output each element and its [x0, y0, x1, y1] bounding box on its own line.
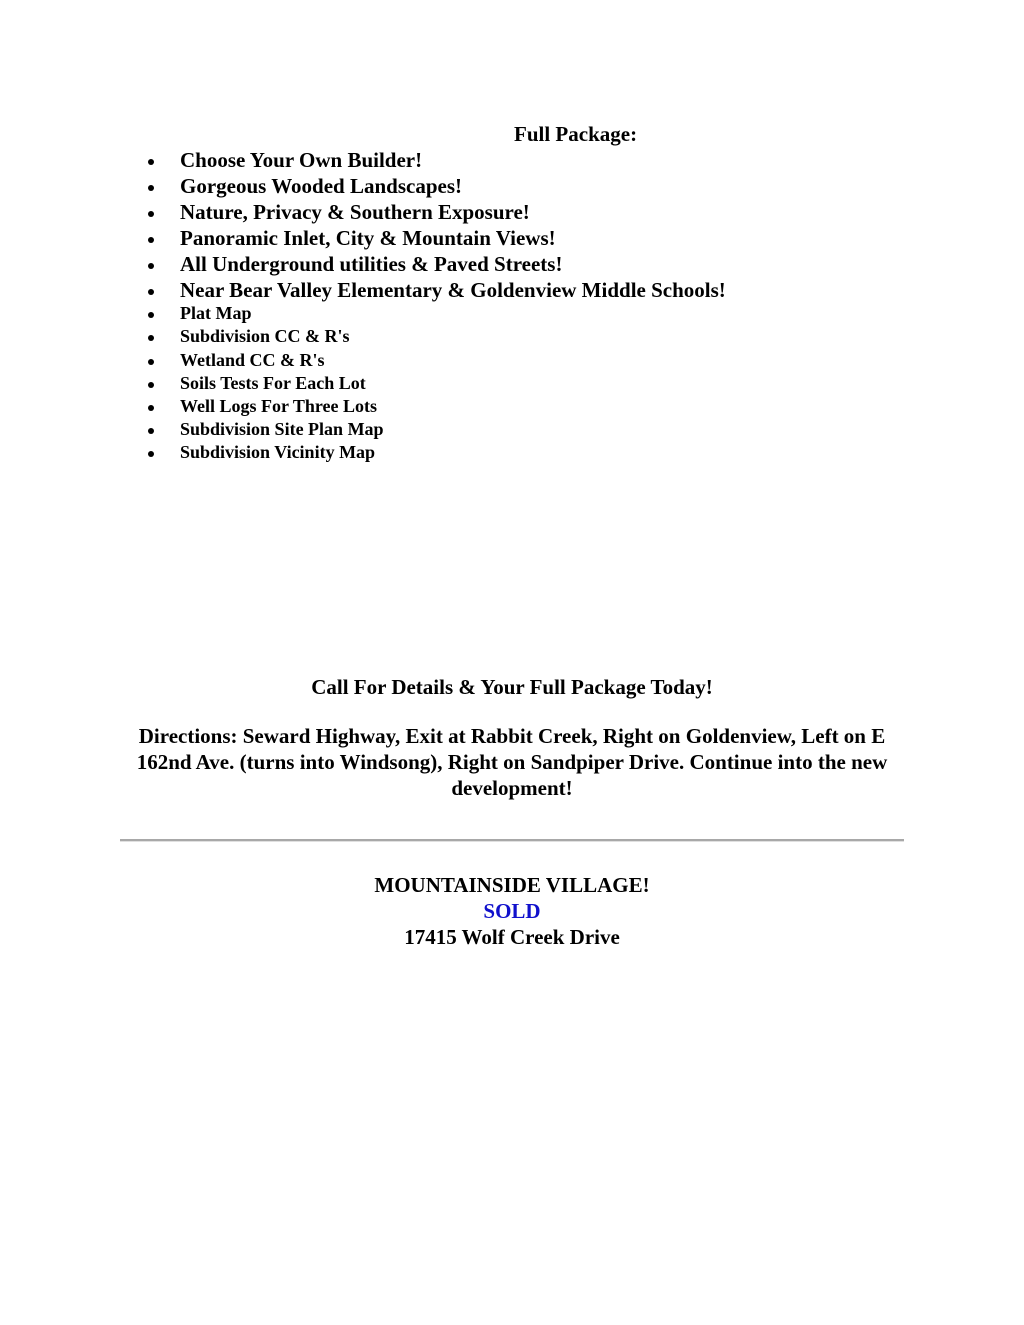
list-item-text: Gorgeous Wooded Landscapes! — [180, 174, 462, 198]
list-item-text: Subdivision CC & R's — [180, 326, 350, 346]
listing-block — [0, 872, 1024, 950]
call-to-action: Call For Details & Your Full Package Today! — [311, 675, 713, 699]
horizontal-divider — [120, 839, 904, 842]
list-item-text: Soils Tests For Each Lot — [180, 373, 366, 393]
listing-address: 17415 Wolf Creek Drive — [404, 925, 620, 949]
bullet-icon — [148, 263, 154, 269]
bullet-icon — [148, 382, 154, 388]
list-item-text: Near Bear Valley Elementary & Goldenview Middle Schools! — [180, 278, 726, 302]
bullet-icon — [148, 428, 154, 434]
list-item-text: Subdivision Vicinity Map — [180, 442, 376, 462]
list-item-text: Subdivision Site Plan Map — [180, 419, 384, 439]
directions-paragraph: Directions: Seward Highway, Exit at Rabbit Creek, Right on Goldenview, Left on E 162nd Ave. (turns into Windsong), Right on Sandpiper Drive. Continue into the new development! — [136, 724, 888, 800]
listing-name: MOUNTAINSIDE VILLAGE! — [374, 873, 650, 897]
list-item-text: Well Logs For Three Lots — [180, 396, 378, 416]
bullet-icon — [148, 451, 154, 457]
list-item-text: Choose Your Own Builder! — [180, 148, 423, 172]
bullet-icon — [148, 159, 154, 165]
bullet-icon — [148, 359, 154, 365]
list-item-text: Nature, Privacy & Southern Exposure! — [180, 200, 530, 224]
bullet-icon — [148, 289, 154, 295]
bullet-icon — [148, 312, 154, 318]
bullet-icon — [148, 185, 154, 191]
list-item-text: All Underground utilities & Paved Streets! — [180, 252, 563, 276]
list-item-text: Wetland CC & R's — [180, 350, 325, 370]
status-badge: SOLD — [483, 899, 541, 923]
list-item-text: Panoramic Inlet, City & Mountain Views! — [180, 226, 556, 250]
bullet-icon — [148, 335, 154, 341]
list-item-text: Plat Map — [180, 303, 252, 323]
bullet-icon — [148, 405, 154, 411]
bullet-icon — [148, 211, 154, 217]
full-package-heading: Full Package: — [514, 122, 638, 146]
bullet-icon — [148, 237, 154, 243]
